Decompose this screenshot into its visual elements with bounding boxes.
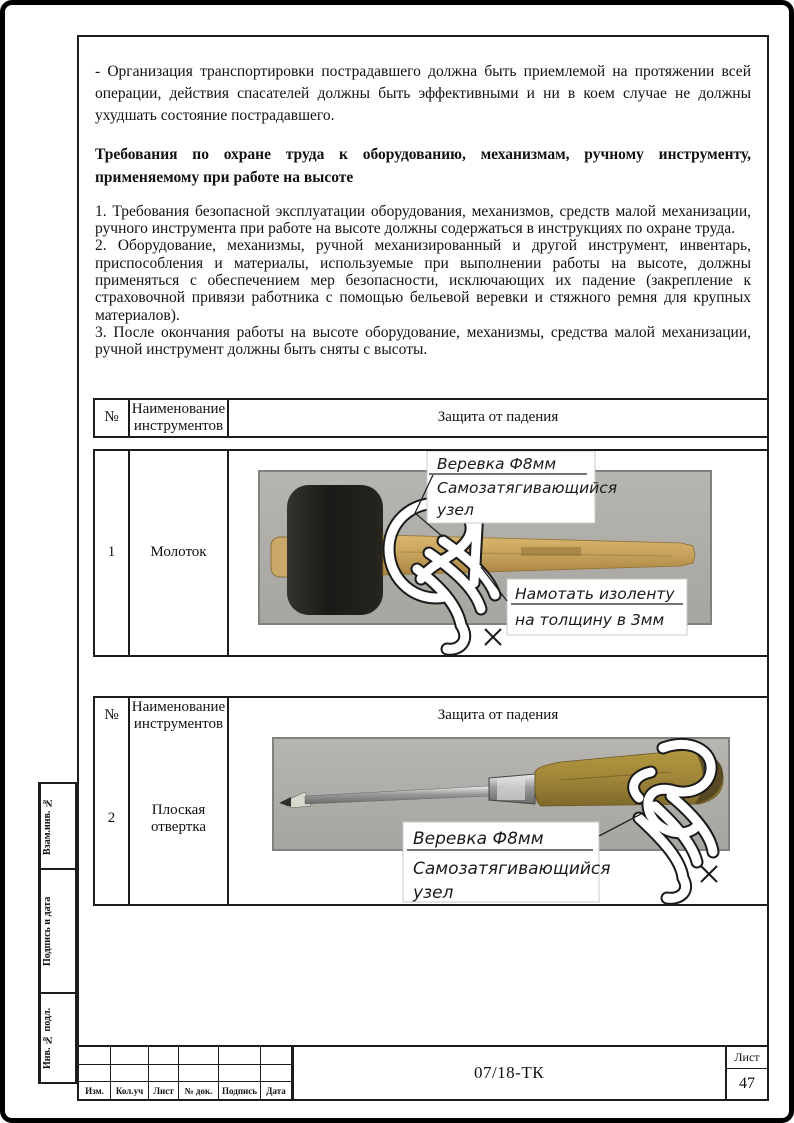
rope-label-line1: Веревка Ф8мм [437, 455, 557, 473]
table1-header [93, 398, 769, 438]
stamp-document-number: 07/18-ТК [292, 1045, 727, 1101]
table1-header-num: № [95, 400, 130, 436]
handle-stamp-mark [521, 547, 581, 556]
stamp-sheet-block [725, 1045, 769, 1101]
table2-row-num: 2 [95, 734, 130, 904]
side-label-inv-podl: Инв. № подл. [40, 994, 54, 1082]
paragraph-1: 1. Требования безопасной эксплуатации оборудования, механизмов, средств малой механизации, ручного инструмента при работе на высоте должны содержаться в инструкциях по охране труда. [95, 202, 751, 237]
stamp-empty-cell [79, 1065, 111, 1082]
numbered-paragraphs [95, 203, 751, 359]
table2-row-name: Плоская отвертка [130, 734, 229, 904]
section-heading: Требования по охране труда к оборудованию, механизмам, ручному инструменту, применяемому при работе на высоте [95, 146, 751, 187]
screwdriver-photo [231, 736, 765, 904]
paragraph-3: 3. После окончания работы на высоте оборудование, механизмы, средства малой механизации, ручной инструмент должны быть сняты с высоты. [95, 324, 751, 359]
text-block [95, 61, 751, 359]
side-section-inv-podl [38, 992, 77, 1084]
hammer-photo [231, 451, 765, 655]
side-blank-cell [54, 994, 75, 1082]
tape-cross-mark [485, 629, 501, 645]
paragraph-2: 2. Оборудование, механизмы, ручной механизированный и другой инструмент, инвентарь, приспособления и материалы, используемые при выполнении работы на высоте, должны применяться с обеспечением мер безопасности, исключающих их падение (закрепление к страховочной привязи работника с помощью бельевой веревки и стяжного ремня для крупных материалов). [95, 237, 751, 324]
rope-label-line1: Веревка Ф8мм [413, 829, 544, 849]
rope-label-line2: Самозатягивающийся [413, 859, 611, 879]
intro-paragraph: - Организация транспортировки пострадавшего должна быть приемлемой на протяжении всей операции, действия спасателей должны быть эффективными и ни в коем случае не должны ухудшать состояние пострадавшего. [95, 63, 751, 124]
table1-row-num: 1 [95, 451, 130, 655]
side-blank-cell [54, 870, 75, 992]
side-section-vzam-inv [38, 782, 77, 870]
side-blank-cell [54, 784, 75, 868]
tape-label-line2: на толщину в 3мм [515, 611, 665, 629]
stamp-sheet-number: 47 [739, 1075, 755, 1092]
stamp-revision-grid [77, 1045, 293, 1101]
mallet-head [287, 485, 383, 615]
rope-label-line2: Самозатягивающийся [437, 479, 618, 497]
tape-label-line1: Намотать изоленту [515, 585, 675, 603]
stamp-empty-cell [149, 1047, 179, 1065]
stamp-col-izm: Изм. [79, 1082, 111, 1099]
table2-header-num: № [95, 698, 130, 734]
stamp-empty-cell [179, 1065, 219, 1082]
table2-header-protection: Защита от падения [437, 707, 559, 724]
stamp-col-data: Дата [266, 1085, 286, 1096]
stamp-empty-cell [219, 1047, 261, 1065]
table1-header-protection: Защита от падения [437, 409, 559, 426]
stamp-empty-cell [261, 1047, 291, 1065]
stamp-empty-cell [179, 1047, 219, 1065]
stamp-empty-cell [111, 1065, 149, 1082]
table2-header [93, 696, 769, 736]
table1-header-name: Наименование инструментов [130, 400, 229, 436]
stamp-col-podpis: Подпись [219, 1082, 261, 1099]
stamp-col-koluch: Кол.уч [111, 1082, 149, 1099]
stamp-sheet-label: Лист [727, 1047, 767, 1069]
stamp-empty-cell [261, 1065, 291, 1082]
stamp-empty-cell [219, 1065, 261, 1082]
table2-header-name: Наименование инструментов [130, 698, 229, 734]
rope-label-line3: узел [437, 501, 474, 519]
rope-label-line3: узел [413, 883, 454, 903]
tape-cross-mark [701, 866, 717, 882]
stamp-col-dok: № док. [179, 1082, 219, 1099]
ferrule-highlight [497, 778, 525, 800]
side-label-vzam-inv: Взам.инв. № [40, 784, 54, 868]
stamp-empty-cell [149, 1065, 179, 1082]
side-section-podpis-data [38, 868, 77, 994]
stamp-empty-cell [79, 1047, 111, 1065]
table1-row-name: Молоток [130, 451, 229, 655]
stamp-empty-cell [111, 1047, 149, 1065]
side-label-podpis-data: Подпись и дата [40, 870, 54, 992]
stamp-col-list: Лист [149, 1082, 179, 1099]
